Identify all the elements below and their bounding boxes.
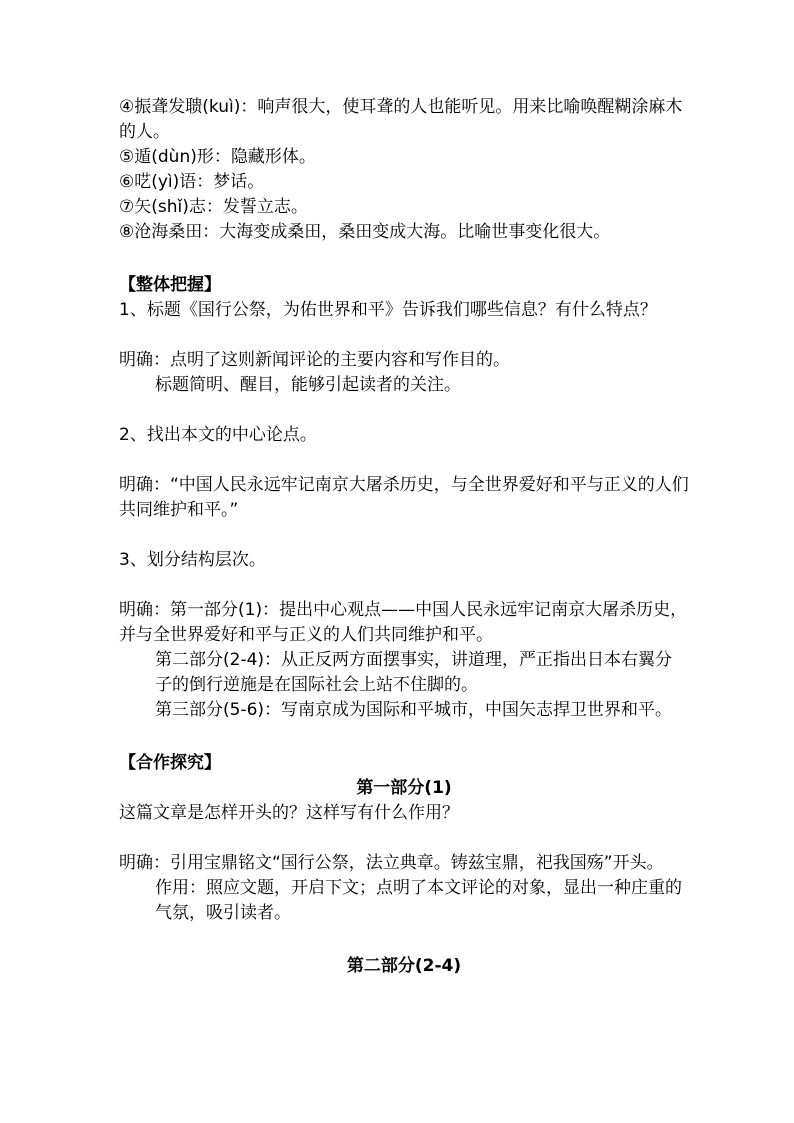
section-heading-overall: 【整体把握】 [119, 275, 221, 295]
vocab-item-8: ⑧沧海桑田：大海变成桑田，桑田变成大海。比喻世事变化很大。 [119, 222, 611, 242]
explore-question: 这篇文章是怎样开头的？这样写有什么作用？ [119, 803, 459, 823]
question-3: 3、划分结构层次。 [119, 550, 266, 570]
part-1-title: 第一部分(1) [356, 778, 452, 798]
answer-1-line-1: 明确：点明了这则新闻评论的主要内容和写作目的。 [119, 350, 510, 370]
document-content [119, 95, 689, 979]
vocab-item-6: ⑥呓(yì)语：梦话。 [119, 172, 265, 192]
part-2-title: 第二部分(2-4) [346, 956, 462, 976]
answer-3-part-1: 明确：第一部分(1)：提出中心观点——中国人民永远牢记南京大屠杀历史，并与全世界爱好和平与正义的人们共同维护和平。 [119, 600, 688, 645]
question-2: 2、找出本文的中心论点。 [119, 425, 317, 445]
section-heading-explore: 【合作探究】 [119, 753, 221, 773]
answer-3-part-2: 第二部分(2-4)：从正反两方面摆事实，讲道理，严正指出日本右翼分子的倒行逆施是在国际社会上站不住脚的。 [155, 650, 673, 695]
answer-2: 明确：“中国人民永远牢记南京大屠杀历史，与全世界爱好和平与正义的人们共同维护和平。” [119, 475, 689, 520]
vocab-item-5: ⑤遁(dùn)形：隐藏形体。 [119, 147, 316, 167]
explore-answer-line-2: 作用：照应文题，开启下文；点明了本文评论的对象，显出一种庄重的气氛，吸引读者。 [155, 878, 682, 923]
vocab-item-4: ④振聋发聩(kuì)：响声很大，使耳聋的人也能听见。用来比喻唤醒糊涂麻木的人。 [119, 97, 683, 142]
answer-1-line-2: 标题简明、醒目，能够引起读者的关注。 [155, 375, 461, 395]
answer-3-part-3: 第三部分(5-6)：写南京成为国际和平城市，中国矢志捍卫世界和平。 [155, 700, 673, 720]
explore-answer-line-1: 明确：引用宝鼎铭文“国行公祭，法立典章。铸兹宝鼎，祀我国殇”开头。 [119, 853, 664, 873]
vocab-item-7: ⑦矢(shǐ)志：发誓立志。 [119, 197, 308, 217]
question-1: 1、标题《国行公祭，为佑世界和平》告诉我们哪些信息？有什么特点？ [119, 300, 657, 320]
